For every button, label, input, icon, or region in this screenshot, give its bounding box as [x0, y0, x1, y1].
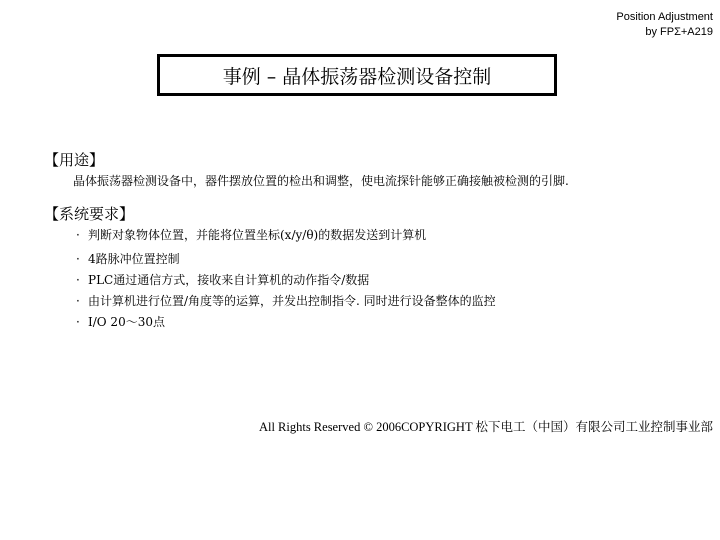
requirement-item [76, 292, 496, 313]
requirement-text: 判断对象物体位置，并能将位置坐标(x/y/θ)的数据发送到计算机 [88, 228, 427, 242]
page-title: 事例 – 晶体振荡器检测设备控制 [222, 65, 492, 88]
bullet-icon: · [76, 252, 80, 266]
header-note-line1: Position Adjustment [616, 11, 713, 23]
requirement-item [76, 271, 496, 292]
requirements-heading: 【系统要求】 [44, 205, 135, 223]
usage-text: 晶体振荡器检测设备中，器件摆放位置的检出和调整，使电流探针能够正确接触被检测的引脚. [73, 174, 569, 188]
requirement-text: 4路脉冲位置控制 [88, 252, 180, 266]
requirement-item [76, 226, 496, 250]
copyright-footer: All Rights Reserved © 2006COPYRIGHT 松下电工（中国）有限公司工业控制事业部 [258, 420, 713, 434]
header-note [616, 10, 713, 40]
header-note-line2: by FPΣ+A219 [645, 26, 713, 38]
bullet-icon: · [76, 228, 80, 242]
title-box [157, 54, 557, 96]
requirement-item [76, 250, 496, 271]
bullet-icon: · [76, 315, 80, 329]
requirements-list [76, 226, 496, 334]
requirement-text: PLC通过通信方式，接收来自计算机的动作指令/数据 [88, 273, 370, 287]
bullet-icon: · [76, 273, 80, 287]
requirement-text: I/O 20～30点 [88, 315, 165, 329]
bullet-icon: · [76, 294, 80, 308]
requirement-item [76, 313, 496, 334]
usage-heading: 【用途】 [44, 151, 105, 169]
requirement-text: 由计算机进行位置/角度等的运算，并发出控制指令. 同时进行设备整体的监控 [88, 294, 496, 308]
